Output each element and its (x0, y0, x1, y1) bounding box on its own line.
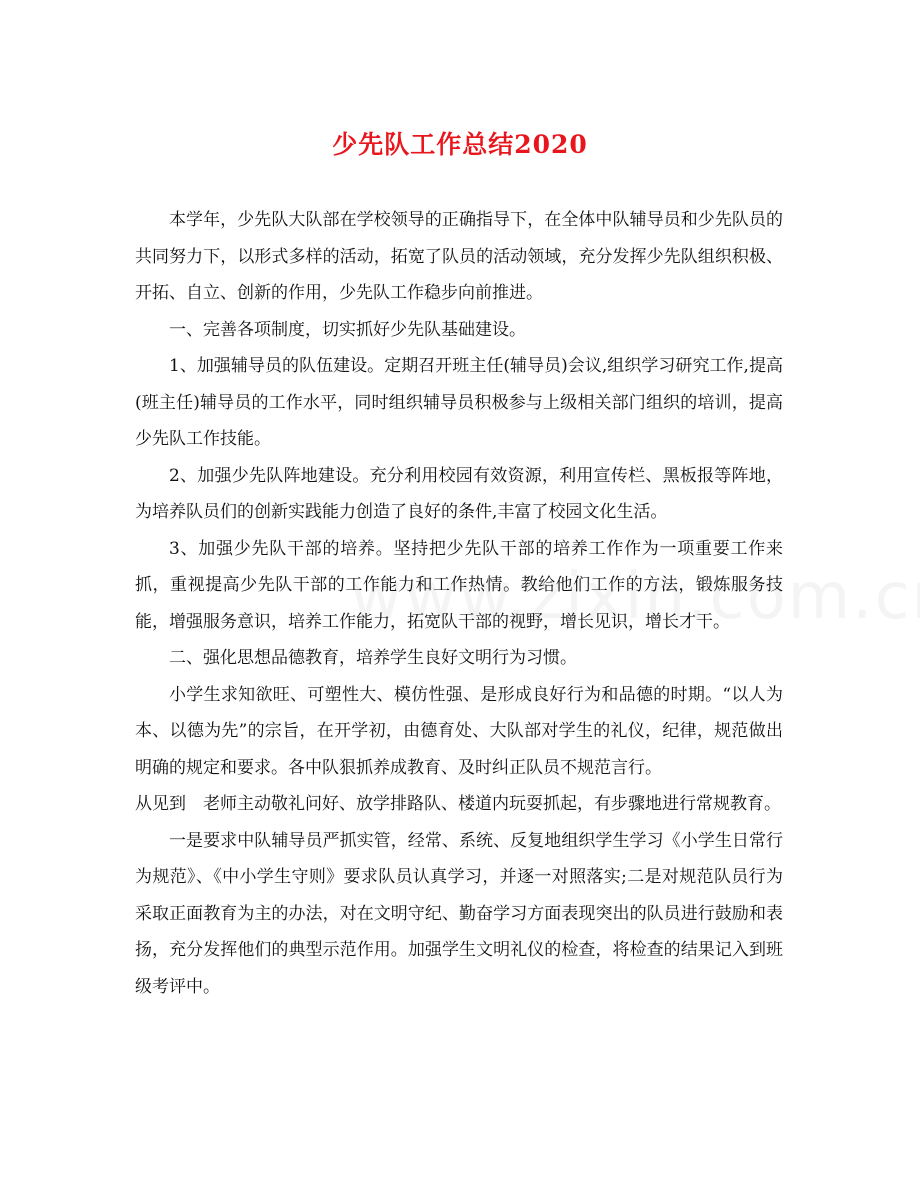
paragraph-counselor-team: 1、加强辅导员的队伍建设。定期召开班主任(辅导员)会议,组织学习研究工作,提高(班主任)辅导员的工作水平，同时组织辅导员积极参与上级相关部门组织的培训，提高少先队工作技能。 (135, 356, 783, 449)
paragraph-routine-education: 从见到 老师主动敬礼问好、放学排路队、楼道内玩耍抓起，有步骤地进行常规教育。 (135, 794, 781, 814)
paragraph-intro: 本学年，少先队大队部在学校领导的正确指导下，在全体中队辅导员和少先队员的共同努力下，以形式多样的活动，拓宽了队员的活动领域，充分发挥少先队组织积极、开拓、自立、创新的作用，少先队工作稳步向前推进。 (135, 210, 783, 303)
document-body (135, 202, 783, 1005)
section-heading-2: 二、强化思想品德教育，培养学生良好文明行为习惯。 (169, 648, 577, 668)
paragraph-requirements: 一是要求中队辅导员严抓实管，经常、系统、反复地组织学生学习《小学生日常行为规范》、《中小学生守则》要求队员认真学习，并逐一对照落实;二是对规范队员行为采取正面教育为主的办法，对在文明守纪、勤奋学习方面表现突出的队员进行鼓励和表扬，充分发挥他们的典型示范作用。加强学生文明礼仪的检查，将检查的结果记入到班级考评中。 (135, 830, 783, 997)
section-heading-1: 一、完善各项制度，切实抓好少先队基础建设。 (169, 319, 526, 340)
document-title: 少先队工作总结2020 (332, 130, 588, 159)
paragraph-moral-education: 小学生求知欲旺、可塑性大、模仿性强、是形成良好行为和品德的时期。“以人为本、以德为先”的宗旨，在开学初，由德育处、大队部对学生的礼仪，纪律，规范做出明确的规定和要求。各中队狠抓养成教育、及时纠正队员不规范言行。 (135, 684, 783, 778)
paragraph-cadre-training: 3、加强少先队干部的培养。坚持把少先队干部的培养工作作为一项重要工作来抓，重视提高少先队干部的工作能力和工作热情。教给他们工作的方法，锻炼服务技能，增强服务意识，培养工作能力，拓宽队干部的视野，增长见识，增长才干。 (135, 538, 783, 632)
paragraph-position-building: 2、加强少先队阵地建设。充分利用校园有效资源，利用宣传栏、黑板报等阵地，为培养队员们的创新实践能力创造了良好的条件,丰富了校园文化生活。 (135, 465, 783, 522)
